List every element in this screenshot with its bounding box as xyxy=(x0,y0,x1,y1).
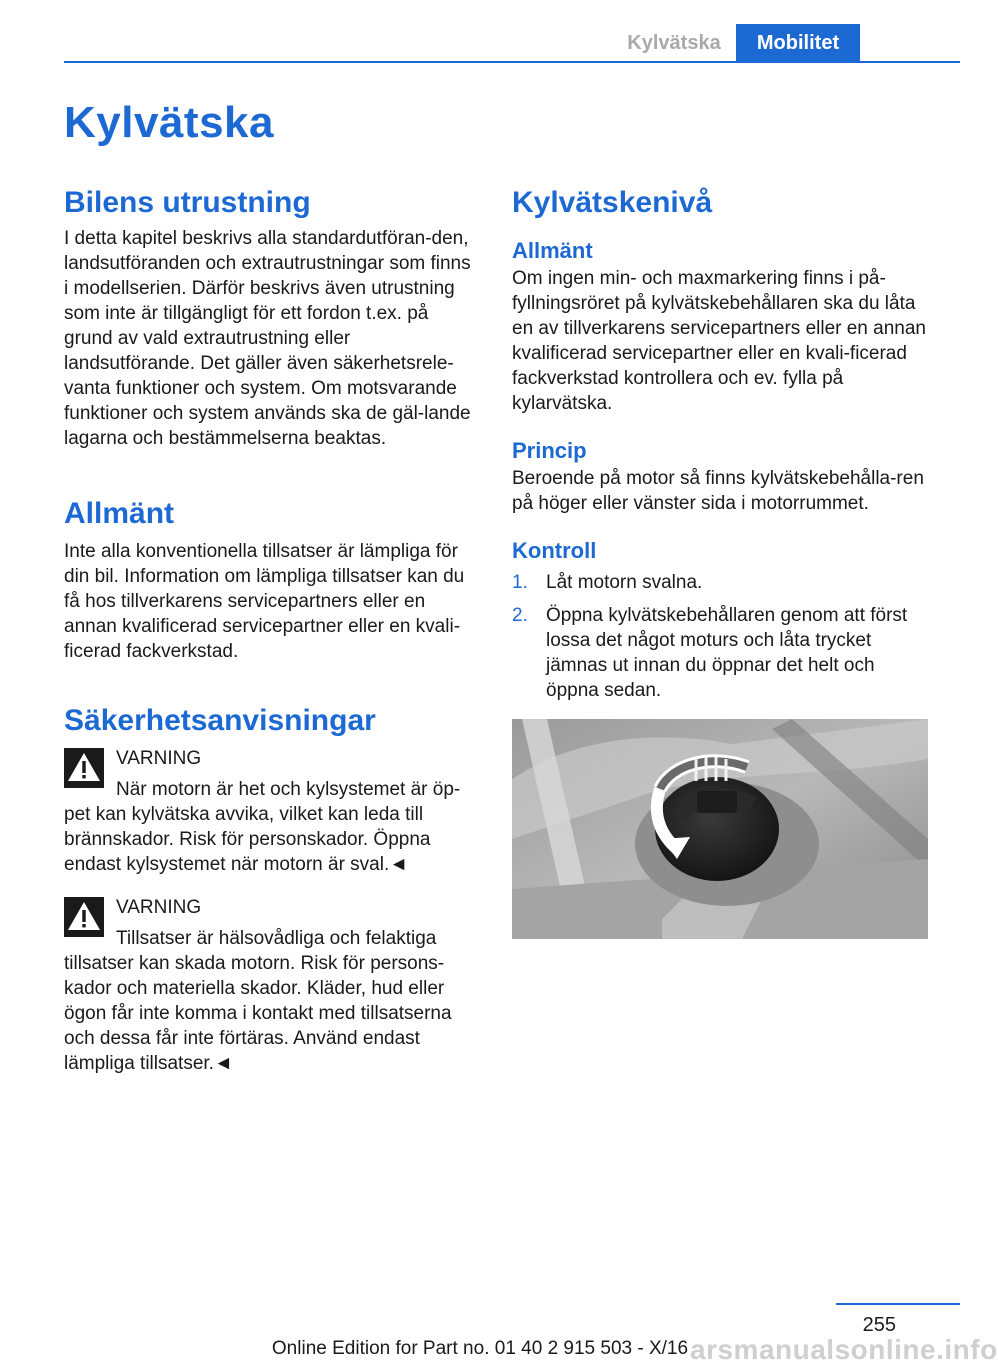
header-section-tab: Kylvätska xyxy=(627,31,721,54)
warning-text: När motorn är het och kylsystemet är öp- pet kan kylvätska avvika, vilket kan leda till brännskador. Risk för personskador. Öppna endast kylsystemet när motorn är sval.◄ xyxy=(64,779,461,875)
subheading-principle: Princip xyxy=(512,438,587,463)
subheading-check: Kontroll xyxy=(512,538,597,563)
page-number: 255 xyxy=(862,1314,896,1336)
left-column xyxy=(64,184,478,1076)
page-title: Kylvätska xyxy=(64,98,274,147)
warning-triangle-icon xyxy=(64,897,104,937)
general-text: Inte alla konventionella tillsatser är lämpliga för din bil. Information om lämpliga tillsatser kan du få hos tillverkarens servicepartners eller en annan kvalificerad servicepartner eller en kvali-ficerad fackverkstad. xyxy=(64,541,465,662)
step-text: Låt motorn svalna. xyxy=(546,572,703,593)
coolant-general-text: Om ingen min- och maxmarkering finns i på-fyllningsröret på kylvätskebehållaren ska du låta en av tillverkarens servicepartners eller en annan kvalificerad servicepartner eller en kvali-ficerad fackverkstad kontrollera och ev. fylla på kylarvätska. xyxy=(512,268,926,414)
heading-coolant-level: Kylvätskenivå xyxy=(512,186,713,219)
right-column xyxy=(512,184,930,939)
warning-triangle-icon xyxy=(64,748,104,788)
principle-text: Beroende på motor så finns kylvätskebehålla-ren på höger eller vänster sida i motorrummet. xyxy=(512,468,924,514)
header-rule xyxy=(64,61,960,63)
header-chapter-tab: Mobilitet xyxy=(736,24,860,62)
subheading-general: Allmänt xyxy=(512,238,593,263)
heading-safety: Säkerhetsanvisningar xyxy=(64,704,376,737)
step-number: 2. xyxy=(512,605,528,626)
step-text: Öppna kylvätskebehållaren genom att först lossa det något moturs och låta trycket jämnas ut innan du öppnar det helt och öppna sedan. xyxy=(546,605,908,701)
step-item xyxy=(512,570,930,595)
warning-label: VARNING xyxy=(116,748,202,769)
edition-note: Online Edition for Part no. 01 40 2 915 503 - X/16 xyxy=(271,1338,689,1359)
footer-rule xyxy=(836,1303,960,1305)
check-steps xyxy=(512,570,930,703)
coolant-reservoir-photo xyxy=(512,719,928,939)
step-number: 1. xyxy=(512,572,528,593)
warning-block-2 xyxy=(64,895,478,1076)
heading-general: Allmänt xyxy=(64,497,175,530)
warning-text: Tillsatser är hälsovådliga och felaktiga tillsatser kan skada motorn. Risk för persons-kador och materiella skador. Kläder, hud eller ögon får inte komma i kontakt med tillsatserna och dessa får inte förtäras. Använd endast lämpliga tillsatser.◄ xyxy=(64,928,452,1074)
heading-equipment: Bilens utrustning xyxy=(64,186,311,219)
step-item xyxy=(512,603,930,703)
watermark: arsmanualsonline.info xyxy=(690,1334,998,1365)
warning-block-1 xyxy=(64,746,478,877)
warning-label: VARNING xyxy=(116,897,202,918)
equipment-text: I detta kapitel beskrivs alla standardutföran-den, landsutföranden och extrautrustningar som finns i modellserien. Därför beskrivs även utrustning som inte är tillgängligt för ett fordon t.ex. på grund av vald extrautrustning eller landsutförande. Det gäller även säkerhetsrele-vanta funktioner och system. Om motsvarande funktioner och system används ska de gäl-lande lagarna och bestämmelserna beaktas. xyxy=(64,228,471,449)
